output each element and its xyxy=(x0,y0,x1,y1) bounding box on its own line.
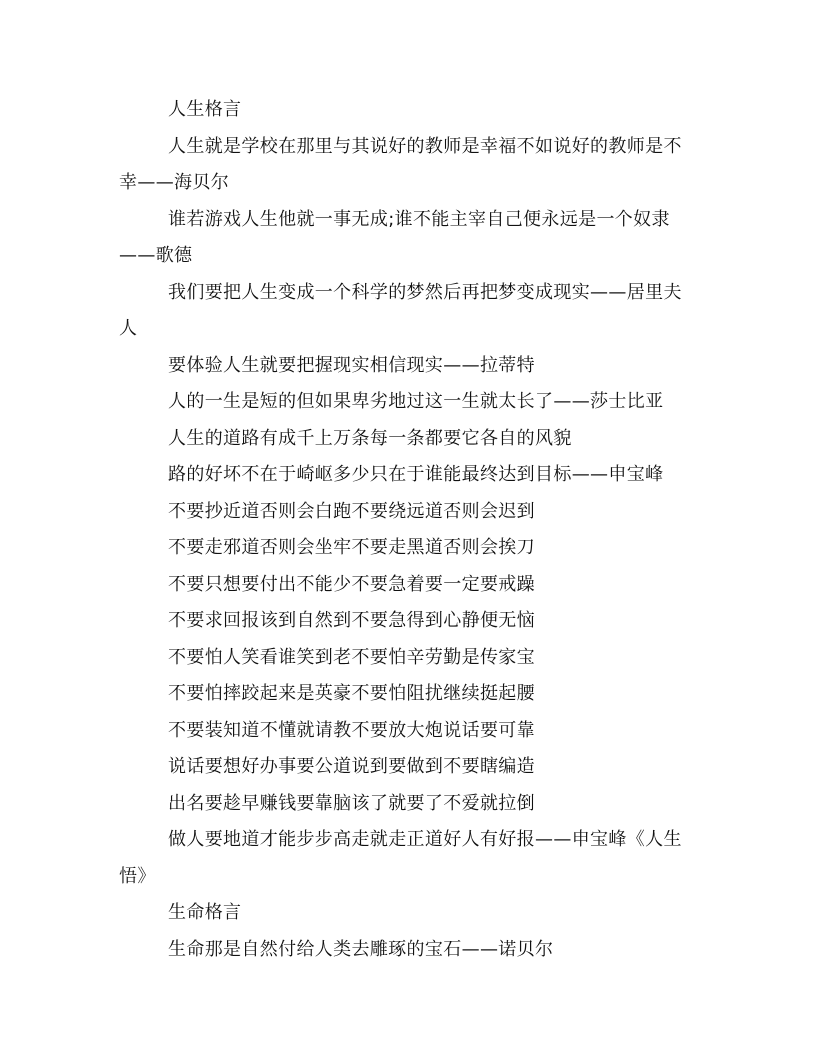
verse-line: 不要抄近道否则会白跑不要绕远道否则会迟到 xyxy=(168,500,535,522)
verse-line: 说话要想好办事要公道说到要做到不要瞎编造 xyxy=(168,756,535,777)
quote-paragraph: 生命那是自然付给人类去雕琢的宝石——诺贝尔 xyxy=(168,938,554,960)
quote-paragraph: 人生的道路有成千上万条每一条都要它各自的风貌 xyxy=(168,427,572,449)
quote-paragraph: 人生就是学校在那里与其说好的教师是幸福不如说好的教师是不幸——海贝尔 xyxy=(119,135,682,193)
quote-paragraph: 谁若游戏人生他就一事无成;谁不能主宰自己便永远是一个奴隶——歌德 xyxy=(119,208,670,266)
verse-line: 不要装知道不懂就请教不要放大炮说话要可靠 xyxy=(168,719,535,741)
quote-paragraph: 要体验人生就要把握现实相信现实——拉蒂特 xyxy=(168,354,535,376)
verse-line: 不要走邪道否则会坐牢不要走黑道否则会挨刀 xyxy=(168,537,535,558)
verse-line: 不要只想要付出不能少不要急着要一定要戒躁 xyxy=(168,573,535,595)
quote-paragraph: 我们要把人生变成一个科学的梦然后再把梦变成现实——居里夫人 xyxy=(119,281,682,339)
quote-paragraph: 人的一生是短的但如果卑劣地过这一生就太长了——莎士比亚 xyxy=(168,391,664,412)
document-body xyxy=(119,92,693,968)
quote-paragraph: 做人要地道才能步步高走就走正道好人有好报——申宝峰《人生悟》 xyxy=(119,829,682,887)
verse-line: 不要怕人笑看谁笑到老不要怕辛劳勤是传家宝 xyxy=(168,646,535,668)
verse-line: 出名要趁早赚钱要靠脑该了就要了不爱就拉倒 xyxy=(168,792,535,814)
quote-paragraph: 路的好坏不在于崎岖多少只在于谁能最终达到目标——申宝峰 xyxy=(168,464,664,485)
section-heading-life-motto: 人生格言 xyxy=(168,99,242,120)
verse-line: 不要求回报该到自然到不要急得到心静便无恼 xyxy=(168,610,535,631)
section-heading-life-quotes: 生命格言 xyxy=(168,902,242,923)
verse-line: 不要怕摔跤起来是英豪不要怕阻扰继续挺起腰 xyxy=(168,683,535,704)
